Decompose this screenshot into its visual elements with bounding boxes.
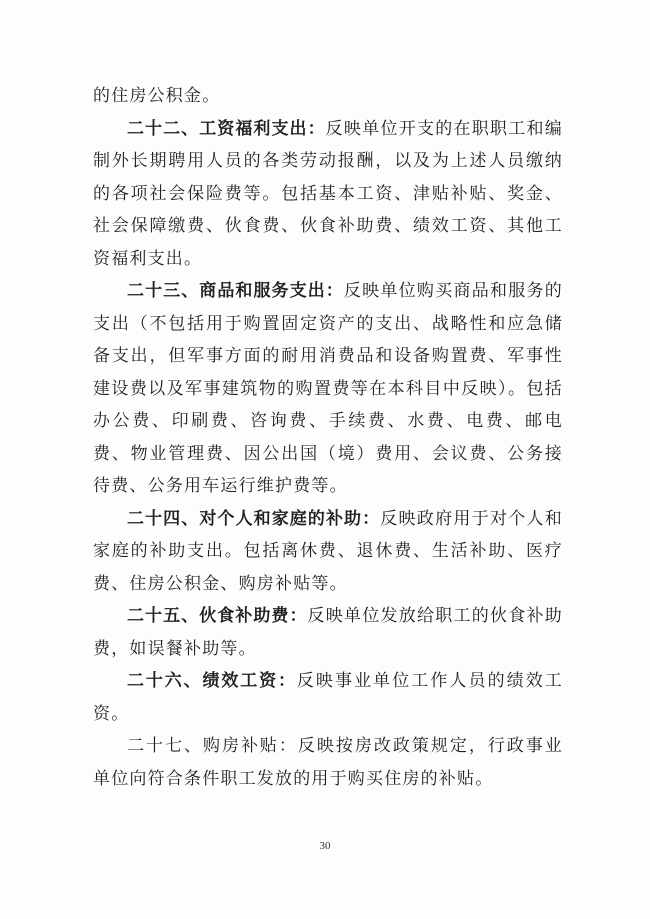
paragraph-term: 二十五、伙食补助费： [127, 606, 308, 626]
paragraph-term: 二十三、商品和服务支出： [127, 281, 344, 301]
paragraph-meal-subsidy [93, 600, 563, 665]
paragraph-continuation [93, 80, 563, 113]
paragraph-housing-subsidy [93, 730, 563, 795]
paragraph-term: 二十二、工资福利支出： [127, 118, 326, 139]
paragraph-text: 反映单位开支的在职职工和编制外长期聘用人员的各类劳动报酬，以及为上述人员缴纳的各项社会保险费等。包括基本工资、津贴补贴、奖金、社会保障缴费、伙食费、伙食补助费、绩效工资、其他工资福利支出。 [93, 118, 563, 269]
paragraph-term: 二十六、绩效工资： [127, 671, 297, 691]
paragraph-text: 二十七、购房补贴：反映按房改政策规定，行政事业单位向符合条件职工发放的用于购买住房的补贴。 [93, 736, 563, 789]
page-number: 30 [319, 840, 331, 852]
paragraph-wage-welfare [93, 113, 563, 276]
paragraph-performance-pay [93, 665, 563, 730]
paragraph-text: 反映单位发放给职工的伙食补助费，如误餐补助等。 [93, 606, 564, 659]
paragraph-term: 二十四、对个人和家庭的补助： [127, 508, 381, 529]
paragraph-text: 的住房公积金。 [93, 86, 221, 106]
paragraph-text: 反映政府用于对个人和家庭的补助支出。包括离休费、退休费、生活补助、医疗费、住房公积金、购房补贴等。 [93, 508, 564, 594]
paragraph-text: 反映事业单位工作人员的绩效工资。 [93, 671, 563, 724]
paragraph-text: 反映单位购买商品和服务的支出（不包括用于购置固定资产的支出、战略性和应急储备支出，但军事方面的耐用消费品和设备购置费、军事性建设费以及军事建筑物的购置费等在本科目中反映）。包括办公费、印刷费、咨询费、手续费、水费、电费、邮电费、物业管理费、因公出国（境）费用、会议费、公务接待费、公务用车运行维护费等。 [93, 281, 564, 496]
paragraph-goods-services [93, 275, 563, 503]
document-body [93, 80, 563, 795]
paragraph-individual-family-subsidy [93, 503, 563, 601]
